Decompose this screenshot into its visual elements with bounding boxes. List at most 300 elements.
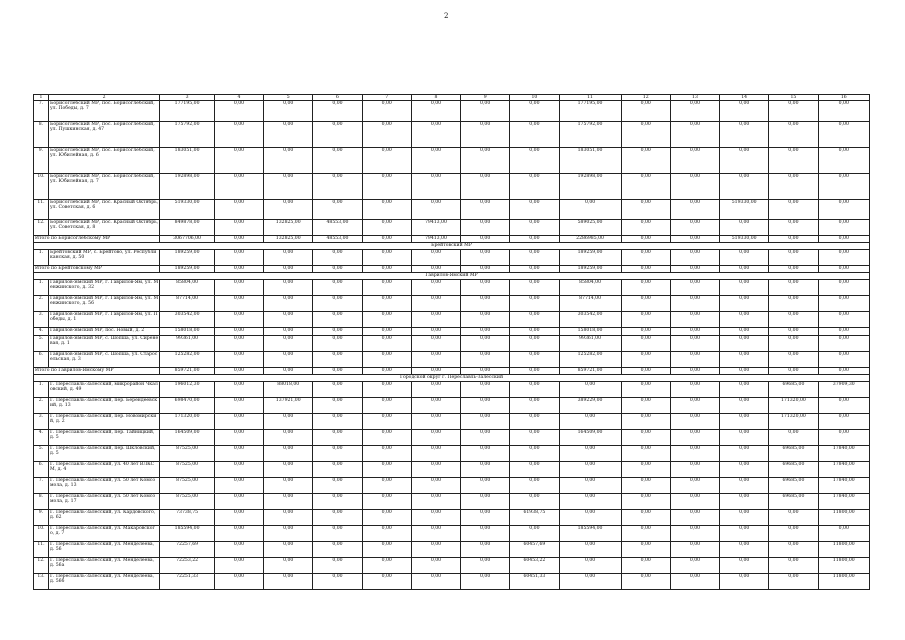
table-row xyxy=(34,542,870,558)
value-cell: 0,00 xyxy=(559,542,621,558)
column-number: 10 xyxy=(510,95,559,101)
value-cell: 0,00 xyxy=(510,200,559,220)
value-cell: 0,00 xyxy=(621,336,670,352)
value-cell: 0,00 xyxy=(670,574,719,590)
value-cell: 0,00 xyxy=(461,368,510,375)
value-cell: 0,00 xyxy=(214,174,263,200)
value-cell: 137921,00 xyxy=(264,398,313,414)
value-cell: 0,00 xyxy=(461,574,510,590)
value-cell: 0,00 xyxy=(362,382,411,398)
value-cell: 0,00 xyxy=(720,574,769,590)
table-row xyxy=(34,398,870,414)
value-cell: 0,00 xyxy=(264,250,313,266)
value-cell: 0,00 xyxy=(510,236,559,243)
address-cell: Г. Переславль-Залесский, пер. Шкловский, д. 5 xyxy=(48,446,159,462)
value-cell: 0,00 xyxy=(769,368,818,375)
value-cell: 0,00 xyxy=(313,558,362,574)
value-cell: 0,00 xyxy=(670,446,719,462)
value-cell: 0,00 xyxy=(461,266,510,273)
value-cell: 0,00 xyxy=(670,414,719,430)
value-cell: 0,00 xyxy=(670,200,719,220)
value-cell: 0,00 xyxy=(362,494,411,510)
address-cell: Г. Переславль-Залесский, ул. 40 лет ВЛКСМ, д. 4 xyxy=(48,462,159,478)
value-cell: 0,00 xyxy=(411,122,460,148)
value-cell: 0,00 xyxy=(264,101,313,122)
row-number: 11. xyxy=(34,542,49,558)
value-cell: 48553,00 xyxy=(313,220,362,236)
value-cell: 0,00 xyxy=(362,462,411,478)
value-cell: 0,00 xyxy=(720,122,769,148)
value-cell: 0,00 xyxy=(818,236,869,243)
address-cell: Гаврилов-Ямский МР, с. Шопша, ул. Старосельская, д. 3 xyxy=(48,352,159,368)
row-number: 9. xyxy=(34,510,49,526)
value-cell: 0,00 xyxy=(510,122,559,148)
value-cell: 0,00 xyxy=(214,328,263,336)
value-cell: 0,00 xyxy=(818,430,869,446)
value-cell: 0,00 xyxy=(461,382,510,398)
value-cell: 0,00 xyxy=(510,101,559,122)
page-number: 2 xyxy=(444,12,449,20)
value-cell: 0,00 xyxy=(510,494,559,510)
table-body xyxy=(34,95,870,590)
value-cell: 0,00 xyxy=(411,296,460,312)
value-cell: 0,00 xyxy=(313,542,362,558)
table-row xyxy=(34,446,870,462)
value-cell: 0,00 xyxy=(264,462,313,478)
value-cell: 60457,69 xyxy=(510,542,559,558)
value-cell: 0,00 xyxy=(214,574,263,590)
value-cell: 0,00 xyxy=(362,414,411,430)
value-cell: 0,00 xyxy=(411,526,460,542)
value-cell: 0,00 xyxy=(214,336,263,352)
total-label: Итого по Гаврилов-Ямскому МР xyxy=(34,368,160,375)
address-cell: Г. Переславль-Залесский, пер. Новомирский, д. 2 xyxy=(48,414,159,430)
value-cell: 0,00 xyxy=(769,280,818,296)
value-cell: 0,00 xyxy=(313,122,362,148)
value-cell: 0,00 xyxy=(670,148,719,174)
value-cell: 0,00 xyxy=(214,430,263,446)
value-cell: 0,00 xyxy=(621,510,670,526)
value-cell: 87714,00 xyxy=(559,296,621,312)
value-cell: 0,00 xyxy=(264,328,313,336)
value-cell: 0,00 xyxy=(720,478,769,494)
value-cell: 132825,00 xyxy=(264,220,313,236)
value-cell: 0,00 xyxy=(769,574,818,590)
value-cell: 0,00 xyxy=(621,558,670,574)
value-cell: 0,00 xyxy=(559,200,621,220)
address-cell: Г. Переславль-Залесский, пер. Берендеевский, д. 13 xyxy=(48,398,159,414)
value-cell: 0,00 xyxy=(720,494,769,510)
value-cell: 0,00 xyxy=(769,430,818,446)
value-cell: 0,00 xyxy=(720,446,769,462)
value-cell: 87525,00 xyxy=(160,494,215,510)
value-cell: 0,00 xyxy=(313,526,362,542)
value-cell: 125282,00 xyxy=(160,352,215,368)
value-cell: 0,00 xyxy=(214,462,263,478)
value-cell: 185594,00 xyxy=(160,526,215,542)
value-cell: 0,00 xyxy=(461,336,510,352)
table-row xyxy=(34,336,870,352)
row-number: 8. xyxy=(34,494,49,510)
row-number: 3. xyxy=(34,312,49,328)
column-number: 11 xyxy=(559,95,621,101)
address-cell: Гаврилов-Ямский МР, г. Гаврилов-Ям, ул. Менжинского, д. 32 xyxy=(48,280,159,296)
table-row xyxy=(34,574,870,590)
value-cell: 48553,00 xyxy=(313,236,362,243)
value-cell: 99361,00 xyxy=(559,336,621,352)
value-cell: 0,00 xyxy=(362,478,411,494)
value-cell: 0,00 xyxy=(313,478,362,494)
value-cell: 0,00 xyxy=(769,336,818,352)
value-cell: 0,00 xyxy=(769,220,818,236)
value-cell: 0,00 xyxy=(720,148,769,174)
value-cell: 0,00 xyxy=(313,446,362,462)
value-cell: 0,00 xyxy=(264,352,313,368)
value-cell: 0,00 xyxy=(670,250,719,266)
value-cell: 0,00 xyxy=(362,280,411,296)
value-cell: 0,00 xyxy=(670,510,719,526)
value-cell: 69685,00 xyxy=(769,478,818,494)
value-cell: 0,00 xyxy=(214,296,263,312)
value-cell: 0,00 xyxy=(621,250,670,266)
value-cell: 158018,00 xyxy=(160,328,215,336)
address-cell: Г. Переславль-Залесский, микрорайон Чкаловский, д. 49 xyxy=(48,382,159,398)
value-cell: 0,00 xyxy=(670,368,719,375)
value-cell: 0,00 xyxy=(313,328,362,336)
address-cell: Гаврилов-Ямский МР, с. Шопша, ул. Сиреневая, д. 1 xyxy=(48,336,159,352)
value-cell: 79413,00 xyxy=(411,220,460,236)
value-cell: 0,00 xyxy=(411,200,460,220)
value-cell: 0,00 xyxy=(313,352,362,368)
value-cell: 132825,00 xyxy=(264,236,313,243)
value-cell: 0,00 xyxy=(313,414,362,430)
column-number: 3 xyxy=(160,95,215,101)
value-cell: 0,00 xyxy=(670,174,719,200)
value-cell: 0,00 xyxy=(510,526,559,542)
value-cell: 0,00 xyxy=(720,510,769,526)
value-cell: 69685,00 xyxy=(769,462,818,478)
value-cell: 0,00 xyxy=(621,382,670,398)
value-cell: 0,00 xyxy=(214,368,263,375)
table-row xyxy=(34,430,870,446)
value-cell: 0,00 xyxy=(214,148,263,174)
value-cell: 72253,22 xyxy=(160,558,215,574)
value-cell: 0,00 xyxy=(214,510,263,526)
value-cell: 0,00 xyxy=(621,574,670,590)
total-label: Итого по Брейтовскому МР xyxy=(34,266,160,273)
row-number: 4. xyxy=(34,430,49,446)
value-cell: 0,00 xyxy=(769,542,818,558)
value-cell: 0,00 xyxy=(461,510,510,526)
value-cell: 0,00 xyxy=(461,122,510,148)
value-cell: 0,00 xyxy=(264,336,313,352)
value-cell: 189259,00 xyxy=(559,266,621,273)
value-cell: 171320,00 xyxy=(160,414,215,430)
value-cell: 0,00 xyxy=(510,220,559,236)
row-number: 6. xyxy=(34,352,49,368)
value-cell: 0,00 xyxy=(818,250,869,266)
value-cell: 519330,00 xyxy=(160,200,215,220)
value-cell: 0,00 xyxy=(214,478,263,494)
value-cell: 0,00 xyxy=(818,352,869,368)
value-cell: 0,00 xyxy=(214,446,263,462)
value-cell: 69685,00 xyxy=(769,494,818,510)
value-cell: 0,00 xyxy=(461,542,510,558)
value-cell: 0,00 xyxy=(264,368,313,375)
value-cell: 0,00 xyxy=(362,558,411,574)
value-cell: 79413,00 xyxy=(411,236,460,243)
address-cell: Борисоглебский МР, пос. Борисоглебский, ул. Юбилейная, д. 6 xyxy=(48,148,159,174)
column-number: 14 xyxy=(720,95,769,101)
value-cell: 0,00 xyxy=(720,266,769,273)
row-number: 12. xyxy=(34,558,49,574)
value-cell: 0,00 xyxy=(670,526,719,542)
value-cell: 192898,00 xyxy=(160,174,215,200)
value-cell: 0,00 xyxy=(621,101,670,122)
column-number: 9 xyxy=(461,95,510,101)
value-cell: 0,00 xyxy=(621,236,670,243)
value-cell: 11800,00 xyxy=(818,558,869,574)
value-cell: 0,00 xyxy=(769,558,818,574)
value-cell: 0,00 xyxy=(769,328,818,336)
value-cell: 0,00 xyxy=(559,510,621,526)
value-cell: 0,00 xyxy=(720,368,769,375)
value-cell: 0,00 xyxy=(411,462,460,478)
value-cell: 0,00 xyxy=(362,352,411,368)
value-cell: 0,00 xyxy=(670,336,719,352)
address-cell: Гаврилов-Ямский МР, пос. Новый, д. 2 xyxy=(48,328,159,336)
value-cell: 11800,00 xyxy=(818,574,869,590)
value-cell: 0,00 xyxy=(411,352,460,368)
value-cell: 158018,00 xyxy=(559,328,621,336)
value-cell: 0,00 xyxy=(411,328,460,336)
value-cell: 0,00 xyxy=(362,236,411,243)
value-cell: 0,00 xyxy=(461,296,510,312)
value-cell: 0,00 xyxy=(313,430,362,446)
value-cell: 0,00 xyxy=(621,446,670,462)
value-cell: 0,00 xyxy=(313,574,362,590)
budget-table xyxy=(33,94,870,590)
value-cell: 0,00 xyxy=(362,430,411,446)
value-cell: 73738,75 xyxy=(160,510,215,526)
value-cell: 0,00 xyxy=(461,398,510,414)
value-cell: 0,00 xyxy=(818,148,869,174)
value-cell: 0,00 xyxy=(621,478,670,494)
row-number: 1. xyxy=(34,382,49,398)
value-cell: 189259,00 xyxy=(160,266,215,273)
value-cell: 0,00 xyxy=(362,542,411,558)
value-cell: 0,00 xyxy=(670,430,719,446)
value-cell: 0,00 xyxy=(313,266,362,273)
value-cell: 0,00 xyxy=(214,266,263,273)
value-cell: 0,00 xyxy=(362,148,411,174)
value-cell: 0,00 xyxy=(313,312,362,328)
value-cell: 0,00 xyxy=(461,526,510,542)
address-cell: Борисоглебский МР, пос. Борисоглебский, ул. Юбилейная, д. 7 xyxy=(48,174,159,200)
value-cell: 0,00 xyxy=(461,462,510,478)
value-cell: 0,00 xyxy=(461,200,510,220)
column-number: 13 xyxy=(670,95,719,101)
value-cell: 0,00 xyxy=(818,336,869,352)
value-cell: 183051,00 xyxy=(559,148,621,174)
table-row xyxy=(34,414,870,430)
value-cell: 0,00 xyxy=(769,296,818,312)
value-cell: 0,00 xyxy=(769,122,818,148)
section-title: Брейтовский МР xyxy=(34,243,870,250)
row-number: 10. xyxy=(34,526,49,542)
row-number: 11. xyxy=(34,200,49,220)
value-cell: 60451,33 xyxy=(510,574,559,590)
value-cell: 0,00 xyxy=(720,414,769,430)
column-number: 8 xyxy=(411,95,460,101)
value-cell: 0,00 xyxy=(461,414,510,430)
value-cell: 0,00 xyxy=(264,478,313,494)
value-cell: 0,00 xyxy=(411,574,460,590)
column-number: 4 xyxy=(214,95,263,101)
value-cell: 0,00 xyxy=(362,368,411,375)
value-cell: 177195,00 xyxy=(160,101,215,122)
table-row xyxy=(34,494,870,510)
value-cell: 0,00 xyxy=(411,430,460,446)
value-cell: 0,00 xyxy=(264,430,313,446)
value-cell: 0,00 xyxy=(720,101,769,122)
value-cell: 60453,22 xyxy=(510,558,559,574)
address-cell: Г. Переславль-Залесский, ул. 50 лет Комсомола, д. 17 xyxy=(48,494,159,510)
value-cell: 0,00 xyxy=(264,280,313,296)
value-cell: 0,00 xyxy=(214,101,263,122)
value-cell: 0,00 xyxy=(362,446,411,462)
value-cell: 859721,00 xyxy=(559,368,621,375)
row-number: 5. xyxy=(34,446,49,462)
value-cell: 0,00 xyxy=(264,446,313,462)
value-cell: 0,00 xyxy=(769,352,818,368)
value-cell: 0,00 xyxy=(461,328,510,336)
value-cell: 0,00 xyxy=(670,122,719,148)
row-number: 8. xyxy=(34,122,49,148)
value-cell: 0,00 xyxy=(621,280,670,296)
value-cell: 185594,00 xyxy=(559,526,621,542)
value-cell: 0,00 xyxy=(818,200,869,220)
table-row xyxy=(34,328,870,336)
value-cell: 0,00 xyxy=(559,462,621,478)
value-cell: 0,00 xyxy=(769,148,818,174)
table-row xyxy=(34,352,870,368)
value-cell: 0,00 xyxy=(510,312,559,328)
value-cell: 0,00 xyxy=(621,352,670,368)
value-cell: 0,00 xyxy=(461,430,510,446)
table-row xyxy=(34,478,870,494)
table-row xyxy=(34,382,870,398)
value-cell: 0,00 xyxy=(214,414,263,430)
value-cell: 0,00 xyxy=(621,462,670,478)
value-cell: 0,00 xyxy=(559,446,621,462)
value-cell: 0,00 xyxy=(461,280,510,296)
value-cell: 0,00 xyxy=(818,101,869,122)
value-cell: 0,00 xyxy=(720,280,769,296)
value-cell: 0,00 xyxy=(769,200,818,220)
value-cell: 0,00 xyxy=(264,542,313,558)
address-cell: Борисоглебский МР, пос. Красный Октябрь, ул. Советская, д. 6 xyxy=(48,200,159,220)
value-cell: 0,00 xyxy=(621,296,670,312)
row-number: 1. xyxy=(34,280,49,296)
value-cell: 0,00 xyxy=(510,148,559,174)
value-cell: 0,00 xyxy=(559,382,621,398)
value-cell: 0,00 xyxy=(214,398,263,414)
value-cell: 0,00 xyxy=(411,414,460,430)
value-cell: 0,00 xyxy=(362,510,411,526)
table-row xyxy=(34,101,870,122)
value-cell: 0,00 xyxy=(559,478,621,494)
value-cell: 0,00 xyxy=(510,368,559,375)
value-cell: 171320,00 xyxy=(769,414,818,430)
value-cell: 0,00 xyxy=(720,526,769,542)
value-cell: 0,00 xyxy=(559,414,621,430)
address-cell: Г. Переславль-Залесский, ул. Менделеева, д. 56 xyxy=(48,542,159,558)
value-cell: 0,00 xyxy=(461,148,510,174)
value-cell: 0,00 xyxy=(461,558,510,574)
value-cell: 0,00 xyxy=(670,382,719,398)
value-cell: 0,00 xyxy=(313,336,362,352)
table-row xyxy=(34,174,870,200)
value-cell: 0,00 xyxy=(362,312,411,328)
value-cell: 0,00 xyxy=(461,446,510,462)
value-cell: 0,00 xyxy=(362,250,411,266)
value-cell: 0,00 xyxy=(313,494,362,510)
value-cell: 0,00 xyxy=(362,398,411,414)
value-cell: 0,00 xyxy=(214,558,263,574)
address-cell: Г. Переславль-Залесский, ул. 50 лет Комсомола, д. 13 xyxy=(48,478,159,494)
value-cell: 0,00 xyxy=(670,542,719,558)
value-cell: 0,00 xyxy=(621,174,670,200)
address-cell: Борисоглебский МР, пос. Борисоглебский, ул. Победы, д. 7 xyxy=(48,101,159,122)
table-row xyxy=(34,296,870,312)
value-cell: 171320,00 xyxy=(769,398,818,414)
value-cell: 0,00 xyxy=(461,478,510,494)
value-cell: 0,00 xyxy=(214,220,263,236)
value-cell: 0,00 xyxy=(510,446,559,462)
value-cell: 0,00 xyxy=(411,174,460,200)
section-row xyxy=(34,243,870,250)
value-cell: 0,00 xyxy=(769,250,818,266)
value-cell: 0,00 xyxy=(670,494,719,510)
value-cell: 87714,00 xyxy=(160,296,215,312)
value-cell: 0,00 xyxy=(769,266,818,273)
value-cell: 0,00 xyxy=(510,414,559,430)
value-cell: 0,00 xyxy=(313,101,362,122)
value-cell: 0,00 xyxy=(621,312,670,328)
value-cell: 0,00 xyxy=(411,148,460,174)
value-cell: 0,00 xyxy=(769,236,818,243)
value-cell: 0,00 xyxy=(818,122,869,148)
value-cell: 0,00 xyxy=(362,266,411,273)
value-cell: 0,00 xyxy=(510,328,559,336)
table-row xyxy=(34,462,870,478)
column-number: 2 xyxy=(48,95,159,101)
value-cell: 0,00 xyxy=(264,574,313,590)
total-row xyxy=(34,236,870,243)
section-title: Городской округ г. Переславль-Залесский xyxy=(34,375,870,382)
value-cell: 0,00 xyxy=(461,236,510,243)
address-cell: Борисоглебский МР, пос. Борисоглебский, ул. Пушкинская, д. 47 xyxy=(48,122,159,148)
value-cell: 0,00 xyxy=(461,312,510,328)
row-number: 12. xyxy=(34,220,49,236)
table-row xyxy=(34,312,870,328)
value-cell: 0,00 xyxy=(670,352,719,368)
table-row xyxy=(34,148,870,174)
value-cell: 17840,00 xyxy=(818,478,869,494)
value-cell: 0,00 xyxy=(214,250,263,266)
value-cell: 17840,00 xyxy=(818,494,869,510)
